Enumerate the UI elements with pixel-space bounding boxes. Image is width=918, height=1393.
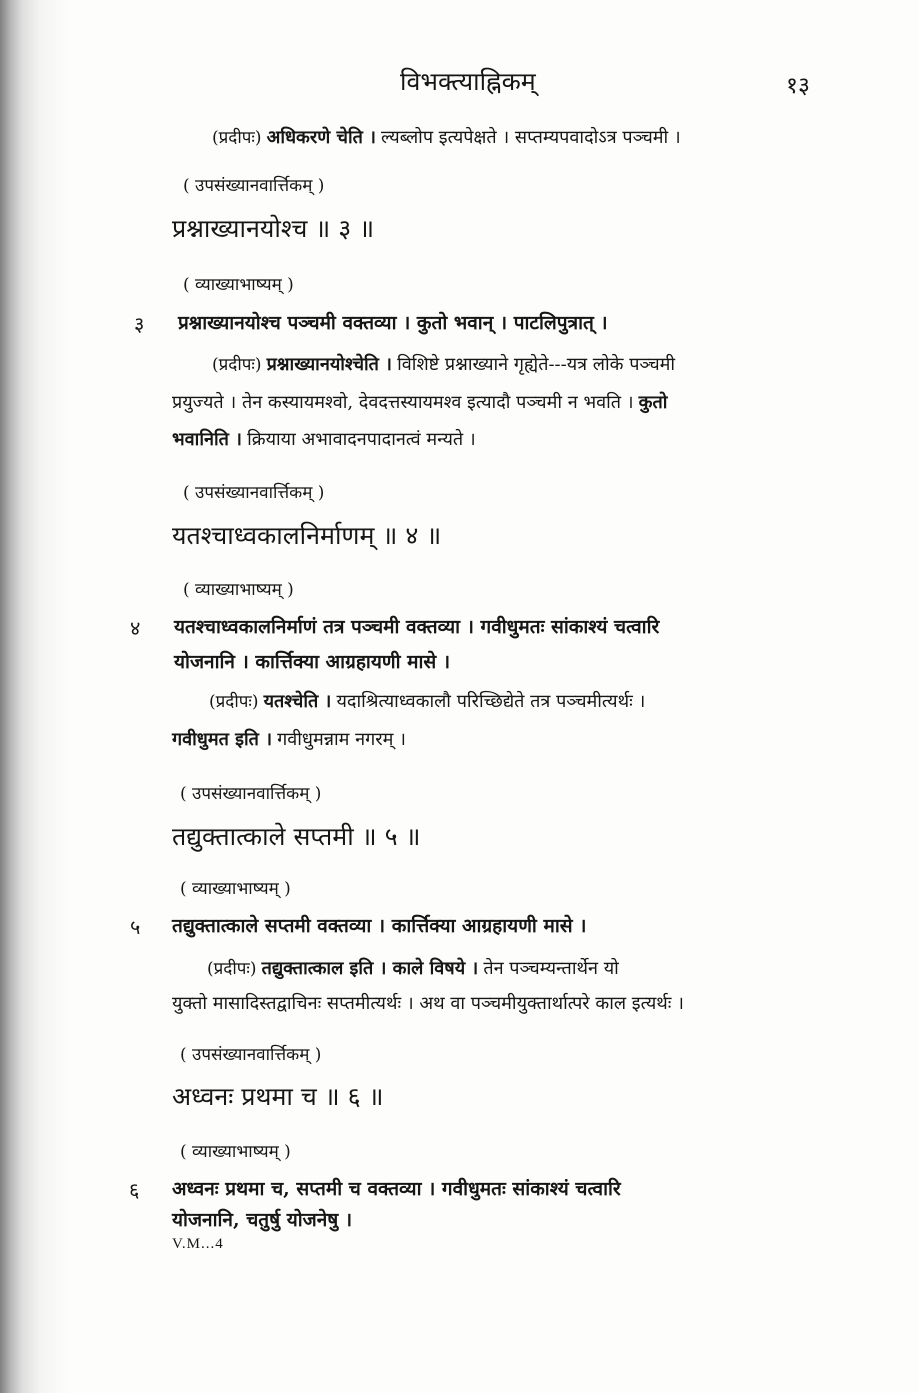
pradipa-text: युक्तो मासादिस्तद्वाचिनः सप्तमीत्यर्थः । अथ वा पञ्चमीयुक्तार्थात्परे काल इत्यर्थः । <box>172 993 684 1014</box>
pradipa-text: ल्यब्लोप इत्यपेक्षते । सप्तम्यपवादोऽत्र पञ्चमी । <box>381 127 681 148</box>
bhashya-text: यतश्चाध्वकालनिर्माणं तत्र पञ्चमी वक्तव्या । गवीधुमतः सांकाश्यं चत्वारि <box>174 616 660 638</box>
bhashya-text: योजनानि, चतुर्षु योजनेषु । <box>172 1209 353 1231</box>
bhashya-text: तद्युक्तात्काले सप्तमी वक्तव्या । कार्त्तिक्या आग्रहायणी मासे । <box>172 915 587 937</box>
vartika-verse: यतश्चाध्वकालनिर्माणम् ॥ ४ ॥ <box>172 521 442 550</box>
pradipa-line <box>172 427 476 451</box>
page-number: १३ <box>786 73 810 99</box>
vartika-label: ( उपसंख्यानवार्त्तिकम् ) <box>183 483 325 503</box>
vartika-verse: प्रश्नाख्यानयोश्च ॥ ३ ॥ <box>172 214 375 243</box>
bhashya-number: ४ <box>130 616 141 640</box>
vartika-label: ( उपसंख्यानवार्त्तिकम् ) <box>180 784 322 804</box>
pradipa-text: प्रयुज्यते । तेन कस्यायमश्वो, देवदत्तस्यायमश्व इत्यादौ पञ्चमी न भवति । <box>172 392 634 413</box>
bhashya-text: प्रश्नाख्यानयोश्च पञ्चमी वक्तव्या । कुतो भवान् । पाटलिपुत्रात् । <box>178 312 608 334</box>
pradipa-label: (प्रदीपः) <box>209 692 259 712</box>
pradipa-bold-word: गवीधुमत इति । <box>172 729 273 750</box>
pradipa-block <box>207 956 619 980</box>
vartika-label: ( उपसंख्यानवार्त्तिकम् ) <box>183 176 325 196</box>
pradipa-line <box>172 390 667 414</box>
pradipa-label: (प्रदीपः) <box>207 959 257 979</box>
bhashya-number: ५ <box>130 915 141 939</box>
pradipa-text: विशिष्टे प्रश्नाख्याने गृह्येते---यत्र लोके पञ्चमी <box>397 354 676 375</box>
pradipa-bold-word: कुतो <box>638 392 668 413</box>
pradipa-label: (प्रदीपः) <box>212 128 262 148</box>
pradipa-label: (प्रदीपः) <box>212 355 262 375</box>
vartika-label: ( उपसंख्यानवार्त्तिकम् ) <box>180 1045 322 1065</box>
pradipa-heading: तद्युक्तात्काल इति । काले विषये । <box>261 958 479 979</box>
pradipa-bold-word: भवानिति । <box>172 429 242 450</box>
pradipa-line <box>172 991 684 1015</box>
vartika-verse: तद्युक्तात्काले सप्तमी ॥ ५ ॥ <box>172 822 421 851</box>
page-title: विभक्त्याह्निकम् <box>400 67 536 96</box>
pradipa-block <box>212 125 681 149</box>
pradipa-heading: अधिकरणे चेति । <box>266 127 376 148</box>
bhashya-text: योजनानि । कार्त्तिक्या आग्रहायणी मासे । <box>174 651 451 673</box>
pradipa-text: यदाश्रित्याध्वकालौ परिच्छिद्येते तत्र पञ्चमीत्यर्थः । <box>336 691 646 712</box>
pradipa-heading: प्रश्नाख्यानयोश्चेति । <box>266 354 393 375</box>
bhashya-label: ( व्याख्याभाष्यम् ) <box>183 275 294 295</box>
bhashya-label: ( व्याख्याभाष्यम् ) <box>180 1142 291 1162</box>
bhashya-number: ६ <box>129 1178 140 1202</box>
pradipa-text: क्रियाया अभावादनपादानत्वं मन्यते । <box>247 429 476 450</box>
pradipa-line <box>172 727 406 751</box>
printer-signature-mark: V.M...4 <box>172 1236 224 1252</box>
bhashya-label: ( व्याख्याभाष्यम् ) <box>183 580 294 600</box>
pradipa-text: तेन पञ्चम्यन्तार्थेन यो <box>483 958 619 979</box>
pradipa-heading: यतश्चेति । <box>263 691 332 712</box>
pradipa-text: गवीधुमन्नाम नगरम् । <box>277 729 406 750</box>
bhashya-number: ३ <box>134 312 145 336</box>
pradipa-block <box>212 352 675 376</box>
pradipa-block <box>209 689 645 713</box>
bhashya-text: अध्वनः प्रथमा च, सप्तमी च वक्तव्या । गवीधुमतः सांकाश्यं चत्वारि <box>172 1178 621 1200</box>
vartika-verse: अध्वनः प्रथमा च ॥ ६ ॥ <box>172 1082 384 1111</box>
bhashya-label: ( व्याख्याभाष्यम् ) <box>180 879 291 899</box>
